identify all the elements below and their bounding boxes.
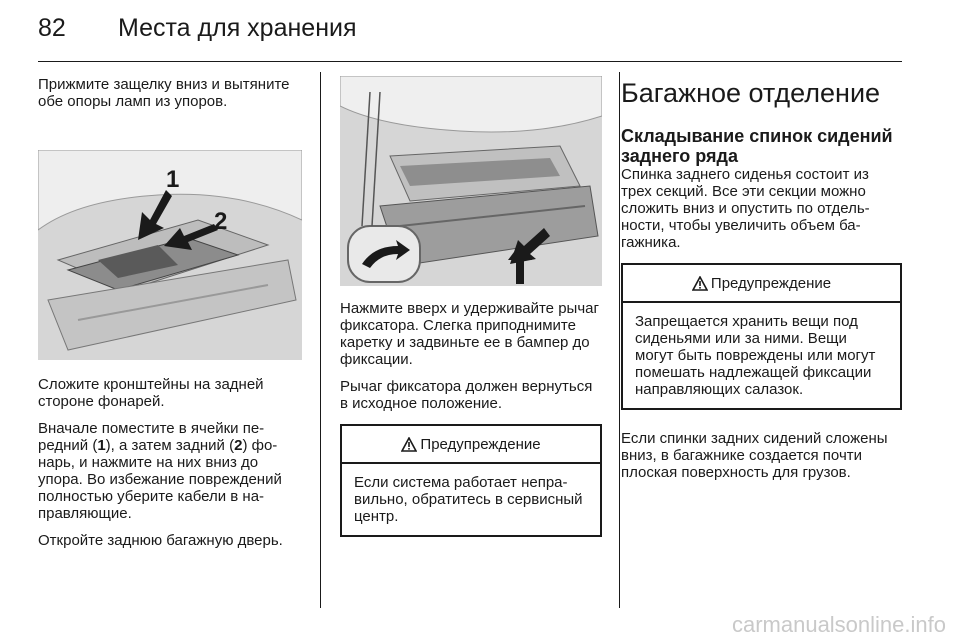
instruction-paragraph: Откройте заднюю багажную дверь. [38,532,283,549]
section-heading: Багажное отделение [621,78,881,108]
body-paragraph: Если спинки задних сидений сложены вниз, в багажнике создается почти плоская поверхность для грузов. [621,430,888,481]
subsection-heading: Складывание спинок сидений заднего ряда [621,126,893,166]
page-header [38,14,902,54]
page-number: 82 [38,14,66,42]
carrier-illustration [340,76,602,286]
warning-header [342,426,600,464]
warning-triangle-icon [401,437,417,452]
instruction-paragraph: Сложите кронштейны на задней стороне фонарей. [38,376,264,410]
body-paragraph: Спинка заднего сиденья состоит из трех секций. Все эти секции можно сложить вниз и опустить по отдельности, чтобы увеличить объем багажника. [621,166,870,251]
warning-text: Запрещается хранить вещи под сиденьями или за ними. Вещи могут быть повреждены или могут помешать надлежащей фиксации направляющих салазок. [635,313,876,398]
instruction-paragraph: Нажмите вверх и удерживайте рычаг фиксатора. Слегка приподнимите каретку и задвиньте ее в бампер до фиксации. [340,300,599,368]
lamp-bracket-illustration [38,150,302,360]
header-divider [38,61,902,62]
column-1 [38,76,302,559]
warning-box [621,263,902,410]
warning-title: Предупреждение [420,435,541,453]
column-3 [621,76,902,491]
column-divider-1 [320,72,321,608]
warning-title: Предупреждение [710,274,832,292]
instruction-paragraph: Прижмите защелку вниз и вытяните обе опоры ламп из упоров. [38,76,290,110]
instruction-paragraph: Вначале поместите в ячейки передний (1), а затем задний (2) фонарь, и нажмите на них вниз до упора. Во избежание повреждений полностью уберите кабели в направляющие. [38,420,282,522]
instruction-paragraph: Рычаг фиксатора должен вернуться в исходное положение. [340,378,593,412]
callout-number-1: 1 [166,166,180,193]
callout-number-2: 2 [214,208,228,235]
warning-box [340,424,602,537]
warning-header [623,265,900,303]
warning-text: Если система работает неправильно, обратитесь в сервисный центр. [354,474,583,525]
column-2 [340,76,602,557]
carrier-drawing [340,76,602,286]
watermark: carmanualsonline.info [731,612,946,637]
warning-triangle-icon [692,276,708,291]
column-divider-2 [619,72,620,608]
chapter-title: Места для хранения [118,14,357,42]
